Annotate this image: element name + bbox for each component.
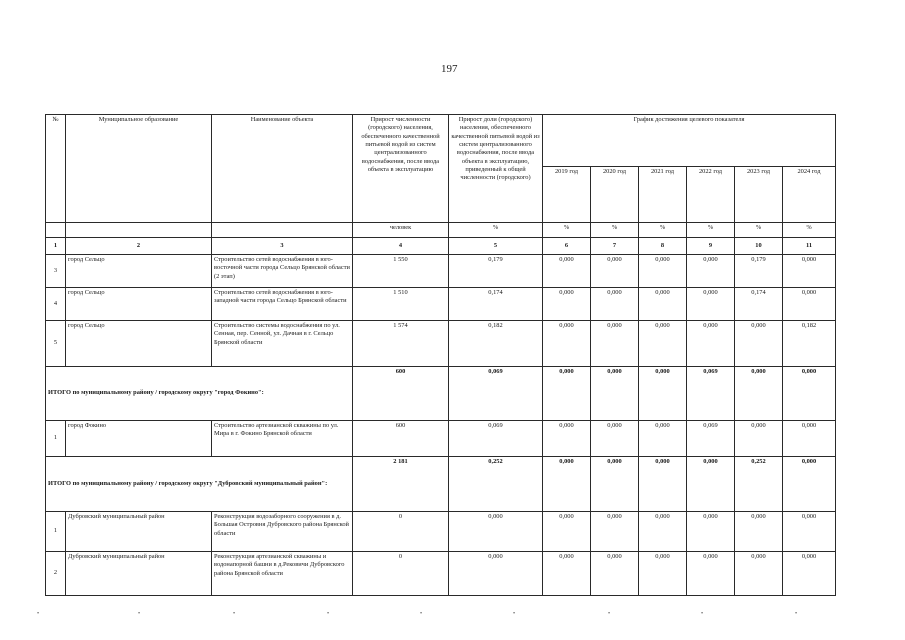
table-row: [46, 255, 836, 288]
unit-pct: %: [687, 223, 735, 238]
header-pop-growth: Прирост численности (городского) населения, обеспеченного качественной питьевой водой из систем централизованного водоснабжения, после ввода объекта в эксплуатацию: [353, 115, 449, 223]
object-cell: Строительство артезианской скважины по ул. Мира в г. Фокино Брянской области: [212, 421, 353, 457]
total-year-value: 0,000: [735, 367, 783, 421]
object-cell: Реконструкция артезианской скважины и водонапорной башни в д.Рековичи Дубровского района Брянской области: [212, 552, 353, 596]
total-year-value: 0,000: [783, 367, 836, 421]
units-row: [46, 223, 836, 238]
year-value: 0,174: [735, 288, 783, 321]
municipality-cell: город Сельцо: [66, 321, 212, 367]
year-value: 0,000: [591, 552, 639, 596]
scan-noise: • • • • • • • • •: [37, 611, 798, 617]
total-pop: 2 181: [353, 457, 449, 512]
year-header: 2023 год: [735, 167, 783, 223]
pop-cell: 1 574: [353, 321, 449, 367]
municipality-cell: город Фокино: [66, 421, 212, 457]
share-cell: 0,182: [449, 321, 543, 367]
total-pop: 600: [353, 367, 449, 421]
year-value: 0,000: [687, 552, 735, 596]
year-value: 0,000: [639, 512, 687, 552]
total-label: ИТОГО по муниципальному району / городскому округу "Дубровский муниципальный район":: [46, 457, 353, 512]
year-value: 0,182: [783, 321, 836, 367]
page-number: 197: [441, 63, 458, 75]
year-value: 0,000: [591, 321, 639, 367]
year-value: 0,000: [687, 321, 735, 367]
year-value: 0,000: [639, 421, 687, 457]
total-year-value: 0,000: [591, 457, 639, 512]
total-year-value: 0,000: [783, 457, 836, 512]
col-number: 6: [543, 238, 591, 255]
total-share: 0,069: [449, 367, 543, 421]
total-year-value: 0,000: [543, 367, 591, 421]
total-year-value: 0,000: [639, 457, 687, 512]
table-row: [46, 512, 836, 552]
row-number: 3: [46, 255, 66, 288]
year-value: 0,000: [591, 512, 639, 552]
header-share-growth: Прирост доли (городского) населения, обеспеченного качественной питьевой водой из систем централизованного водоснабжения, после ввода объекта в эксплуатацию, приведенный к общей численности (городского): [449, 115, 543, 223]
total-row: [46, 367, 836, 421]
unit-cell: [46, 223, 66, 238]
table-row: [46, 288, 836, 321]
total-year-value: 0,000: [591, 367, 639, 421]
col-number: 8: [639, 238, 687, 255]
pop-cell: 1 550: [353, 255, 449, 288]
year-value: 0,000: [735, 512, 783, 552]
year-value: 0,000: [543, 255, 591, 288]
year-value: 0,000: [783, 512, 836, 552]
year-value: 0,000: [735, 421, 783, 457]
year-value: 0,000: [735, 321, 783, 367]
total-row: [46, 457, 836, 512]
unit-cell: [212, 223, 353, 238]
col-number: 1: [46, 238, 66, 255]
year-value: 0,000: [543, 512, 591, 552]
col-number: 4: [353, 238, 449, 255]
object-cell: Строительство сетей водоснабжения в юго-восточной части города Сельцо Брянской области (2 этап): [212, 255, 353, 288]
col-number: 11: [783, 238, 836, 255]
year-header: 2021 год: [639, 167, 687, 223]
year-value: 0,179: [735, 255, 783, 288]
year-value: 0,000: [591, 288, 639, 321]
object-cell: Строительство системы водоснабжения по ул. Сенная, пер. Сенной, ул. Дачная в г. Сельцо Брянской области: [212, 321, 353, 367]
header-municipality: Муниципальное образование: [66, 115, 212, 223]
year-value: 0,069: [687, 421, 735, 457]
unit-pct: %: [783, 223, 836, 238]
object-cell: Реконструкция водозаборного сооружения в д. Большая Островня Дубровского района Брянской области: [212, 512, 353, 552]
unit-pct: %: [591, 223, 639, 238]
municipality-cell: Дубровский муниципальный район: [66, 552, 212, 596]
column-numbers-row: [46, 238, 836, 255]
year-value: 0,000: [783, 421, 836, 457]
table-row: [46, 552, 836, 596]
object-cell: Строительство сетей водоснабжения в юго-западной части города Сельцо Брянской области: [212, 288, 353, 321]
year-value: 0,000: [639, 552, 687, 596]
col-number: 2: [66, 238, 212, 255]
year-value: 0,000: [543, 552, 591, 596]
year-value: 0,000: [543, 321, 591, 367]
total-year-value: 0,252: [735, 457, 783, 512]
unit-cell: [66, 223, 212, 238]
col-number: 3: [212, 238, 353, 255]
year-value: 0,000: [639, 321, 687, 367]
pop-cell: 1 510: [353, 288, 449, 321]
total-year-value: 0,069: [687, 367, 735, 421]
year-value: 0,000: [543, 421, 591, 457]
year-value: 0,000: [783, 288, 836, 321]
target-indicator-table: [45, 114, 836, 596]
share-cell: 0,069: [449, 421, 543, 457]
municipality-cell: город Сельцо: [66, 255, 212, 288]
pop-cell: 0: [353, 552, 449, 596]
year-value: 0,000: [639, 255, 687, 288]
year-value: 0,000: [687, 288, 735, 321]
municipality-cell: город Сельцо: [66, 288, 212, 321]
year-value: 0,000: [591, 421, 639, 457]
year-value: 0,000: [639, 288, 687, 321]
unit-pct: %: [639, 223, 687, 238]
share-cell: 0,179: [449, 255, 543, 288]
header-schedule: График достижения целевого показателя: [543, 115, 836, 167]
year-value: 0,000: [783, 552, 836, 596]
row-number: 4: [46, 288, 66, 321]
header-num: №: [46, 115, 66, 223]
total-year-value: 0,000: [639, 367, 687, 421]
col-number: 9: [687, 238, 735, 255]
total-share: 0,252: [449, 457, 543, 512]
year-value: 0,000: [687, 255, 735, 288]
col-number: 5: [449, 238, 543, 255]
pop-cell: 0: [353, 512, 449, 552]
row-number: 1: [46, 512, 66, 552]
unit-people: человек: [353, 223, 449, 238]
share-cell: 0,000: [449, 552, 543, 596]
table-row: [46, 321, 836, 367]
year-value: 0,000: [735, 552, 783, 596]
year-value: 0,000: [543, 288, 591, 321]
unit-pct: %: [449, 223, 543, 238]
row-number: 2: [46, 552, 66, 596]
row-number: 5: [46, 321, 66, 367]
share-cell: 0,174: [449, 288, 543, 321]
col-number: 10: [735, 238, 783, 255]
unit-pct: %: [735, 223, 783, 238]
header-object: Наименование объекта: [212, 115, 353, 223]
year-value: 0,000: [783, 255, 836, 288]
unit-pct: %: [543, 223, 591, 238]
pop-cell: 600: [353, 421, 449, 457]
year-header: 2022 год: [687, 167, 735, 223]
col-number: 7: [591, 238, 639, 255]
year-header: 2020 год: [591, 167, 639, 223]
total-year-value: 0,000: [543, 457, 591, 512]
year-header: 2019 год: [543, 167, 591, 223]
table-row: [46, 421, 836, 457]
total-year-value: 0,000: [687, 457, 735, 512]
row-number: 1: [46, 421, 66, 457]
share-cell: 0,000: [449, 512, 543, 552]
year-value: 0,000: [687, 512, 735, 552]
municipality-cell: Дубровский муниципальный район: [66, 512, 212, 552]
year-header: 2024 год: [783, 167, 836, 223]
total-label: ИТОГО по муниципальному району / городскому округу "город Фокино":: [46, 367, 353, 421]
year-value: 0,000: [591, 255, 639, 288]
